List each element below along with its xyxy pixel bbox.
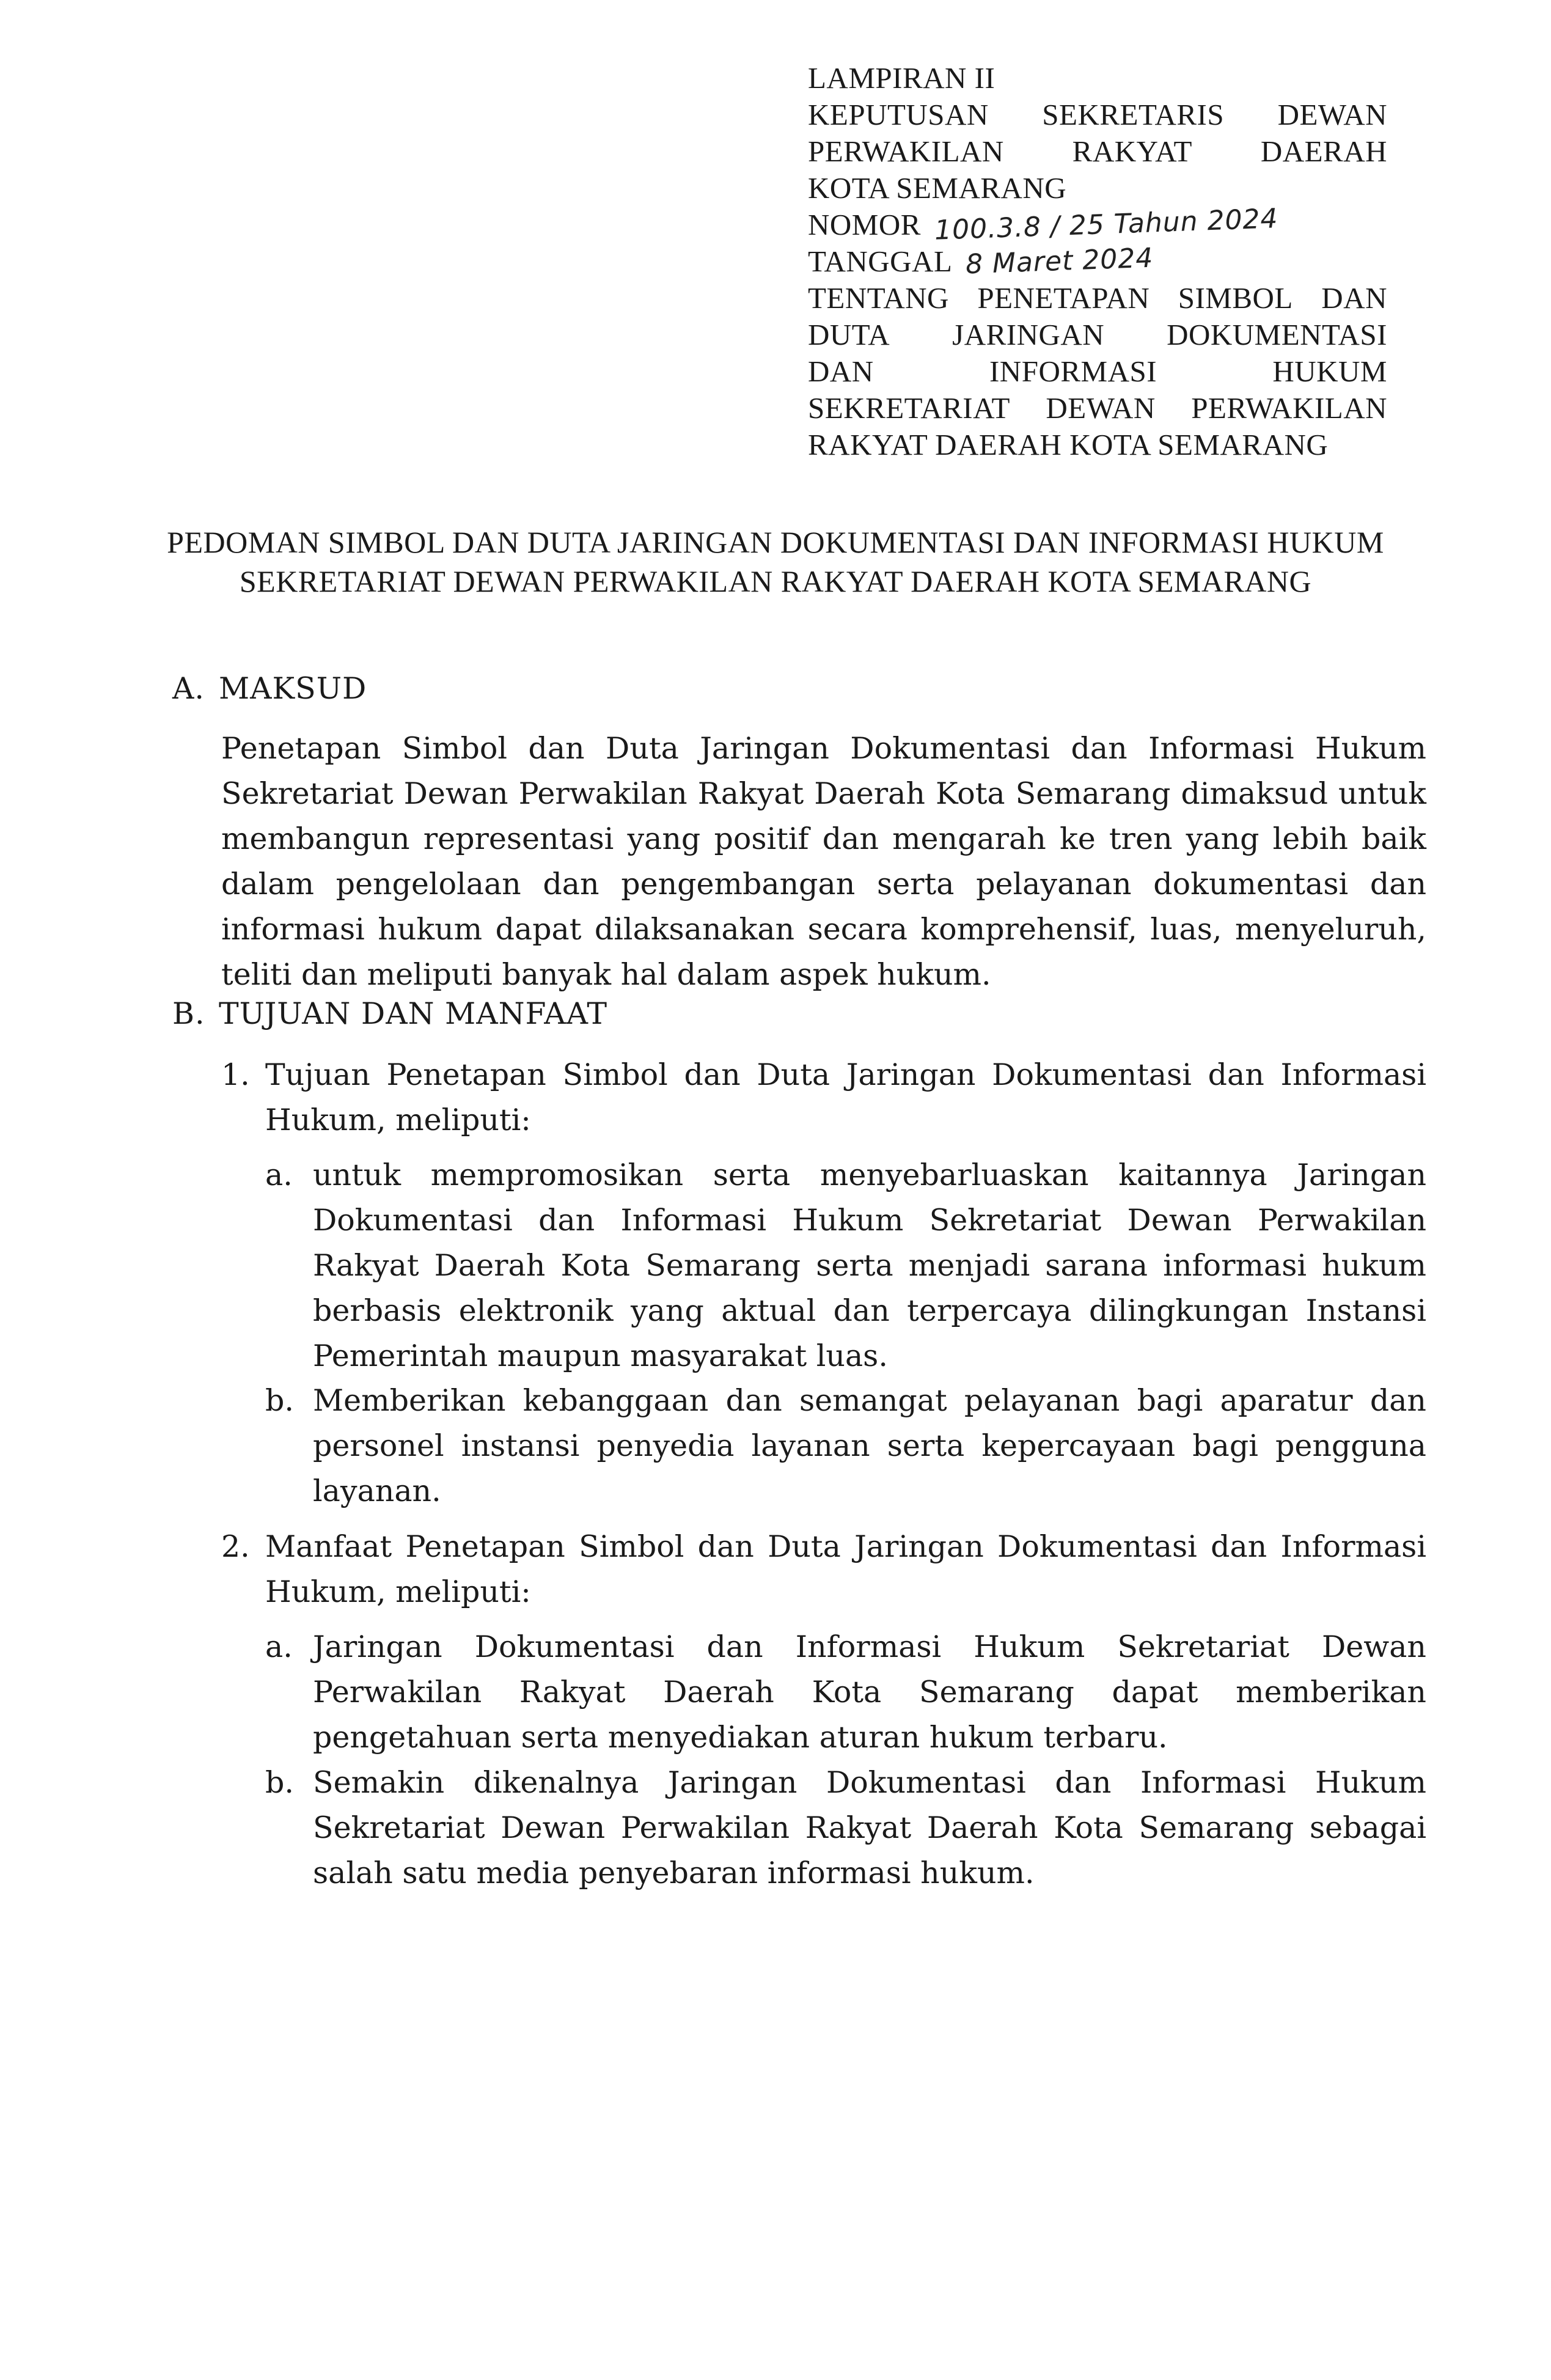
document-title-line-1: PEDOMAN SIMBOL DAN DUTA JARINGAN DOKUMENTASI DAN INFORMASI HUKUM bbox=[167, 525, 1384, 559]
subject-word: PERWAKILAN bbox=[1191, 391, 1387, 425]
subject-word: HUKUM bbox=[1272, 354, 1387, 388]
decree-word: KEPUTUSAN bbox=[808, 98, 989, 131]
decree-date-label: TANGGAL bbox=[808, 244, 953, 278]
section-a-title: MAKSUD bbox=[219, 671, 367, 706]
subject-word: PENETAPAN bbox=[977, 281, 1150, 315]
list-subitem-letter: a. bbox=[265, 1158, 293, 1192]
subject-line-5 bbox=[808, 427, 1387, 463]
list-item-text: Tujuan Penetapan Simbol dan Duta Jaringan Dokumentasi dan Informasi Hukum, meliputi: bbox=[265, 1057, 1426, 1137]
document-title-line-2: SEKRETARIAT DEWAN PERWAKILAN RAKYAT DAERAH KOTA SEMARANG bbox=[239, 564, 1312, 598]
subject-word: DAN bbox=[1321, 281, 1387, 315]
subject-line-4 bbox=[808, 390, 1387, 427]
appendix-label-line bbox=[808, 60, 1387, 97]
list-subitem-text: Memberikan kebanggaan dan semangat pelayanan bagi aparatur dan personel instansi penyedia layanan serta kepercayaan bagi pengguna layanan. bbox=[313, 1383, 1426, 1508]
subject-word: DAN bbox=[808, 354, 874, 388]
list-subitem-text: untuk mempromosikan serta menyebarluaskan kaitannya Jaringan Dokumentasi dan Informasi Hukum Sekretariat Dewan Perwakilan Rakyat Daerah Kota Semarang serta menjadi sarana informasi hukum berbasis elektronik yang aktual dan terpercaya dilingkungan Instansi Pemerintah maupun masyarakat luas. bbox=[313, 1158, 1426, 1373]
appendix-label: LAMPIRAN II bbox=[808, 61, 996, 95]
list-item bbox=[221, 1052, 1426, 1143]
decree-word: PERWAKILAN bbox=[808, 134, 1004, 168]
list-subitem-letter: a. bbox=[265, 1629, 293, 1664]
decree-word: DEWAN bbox=[1277, 98, 1387, 131]
section-b-heading bbox=[172, 991, 607, 1037]
list-item-number: 1. bbox=[221, 1057, 250, 1092]
decree-line-2 bbox=[808, 133, 1387, 170]
section-b-marker: B. bbox=[172, 996, 205, 1031]
subject-word: JARINGAN bbox=[952, 318, 1105, 351]
list-subitem bbox=[265, 1378, 1426, 1514]
decree-word: DAERAH bbox=[1260, 134, 1387, 168]
subject-line-3 bbox=[808, 353, 1387, 390]
list-subitem-text: Jaringan Dokumentasi dan Informasi Hukum Sekretariat Dewan Perwakilan Rakyat Daerah Kota Semarang dapat memberikan pengetahuan serta menyediakan aturan hukum terbaru. bbox=[313, 1629, 1426, 1755]
decree-number-value: 100.3.8 / 25 Tahun 2024 bbox=[934, 203, 1279, 246]
subject-word: TENTANG bbox=[808, 281, 949, 315]
appendix-header bbox=[808, 60, 1387, 463]
subject-word: DEWAN bbox=[1046, 391, 1156, 425]
list-subitem bbox=[265, 1760, 1426, 1896]
list-subitem-letter: b. bbox=[265, 1383, 294, 1418]
decree-number-line bbox=[808, 203, 1387, 246]
list-subitem bbox=[265, 1625, 1426, 1760]
decree-date-value: 8 Maret 2024 bbox=[965, 242, 1154, 281]
subject-tail: RAKYAT DAERAH KOTA SEMARANG bbox=[808, 428, 1329, 461]
list-subitem-letter: b. bbox=[265, 1765, 294, 1800]
subject-line-2 bbox=[808, 317, 1387, 353]
subject-word: DOKUMENTASI bbox=[1167, 318, 1387, 351]
list-item bbox=[221, 1524, 1426, 1615]
section-a-heading bbox=[172, 666, 367, 711]
document-title bbox=[92, 523, 1459, 601]
decree-line-3 bbox=[808, 170, 1387, 207]
subject-line-1 bbox=[808, 280, 1387, 317]
list-subitem bbox=[265, 1153, 1426, 1379]
decree-word: SEKRETARIS bbox=[1042, 98, 1225, 131]
subject-word: SEKRETARIAT bbox=[808, 391, 1010, 425]
subject-word: DUTA bbox=[808, 318, 890, 351]
decree-date-line bbox=[808, 243, 1387, 280]
list-item-text: Manfaat Penetapan Simbol dan Duta Jaringan Dokumentasi dan Informasi Hukum, meliputi: bbox=[265, 1529, 1426, 1609]
subject-word: INFORMASI bbox=[989, 354, 1157, 388]
subject-word: SIMBOL bbox=[1178, 281, 1293, 315]
section-a-paragraph: Penetapan Simbol dan Duta Jaringan Dokumentasi dan Informasi Hukum Sekretariat Dewan Perwakilan Rakyat Daerah Kota Semarang dimaksud untuk membangun representasi yang positif dan mengarah ke tren yang lebih baik dalam pengelolaan dan pengembangan serta pelayanan dokumentasi dan informasi hukum dapat dilaksanakan secara komprehensif, luas, menyeluruh, teliti dan meliputi banyak hal dalam aspek hukum. bbox=[221, 731, 1426, 992]
list-item-number: 2. bbox=[221, 1529, 250, 1564]
section-b-title: TUJUAN DAN MANFAAT bbox=[219, 996, 608, 1031]
list-subitem-text: Semakin dikenalnya Jaringan Dokumentasi dan Informasi Hukum Sekretariat Dewan Perwakilan Rakyat Daerah Kota Semarang sebagai salah satu media penyebaran informasi hukum. bbox=[313, 1765, 1426, 1890]
decree-line-1 bbox=[808, 97, 1387, 133]
decree-number-label: NOMOR bbox=[808, 208, 921, 241]
section-a-marker: A. bbox=[172, 671, 205, 706]
decree-city: KOTA SEMARANG bbox=[808, 171, 1067, 205]
decree-word: RAKYAT bbox=[1072, 134, 1192, 168]
